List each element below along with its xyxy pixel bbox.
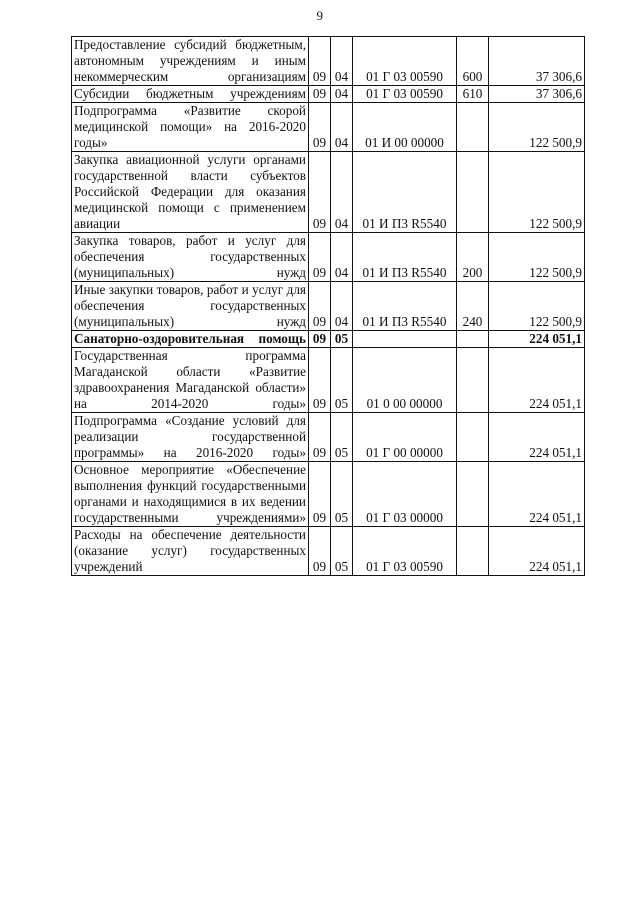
expense-type-cell: 240 bbox=[457, 282, 489, 331]
subsection-code-cell: 05 bbox=[331, 527, 353, 576]
expense-type-cell: 600 bbox=[457, 37, 489, 86]
row-name-cell: Подпрограмма «Развитие скорой медицинской помощи» на 2016-2020 годы» bbox=[72, 103, 309, 152]
amount-cell: 122 500,9 bbox=[489, 233, 585, 282]
expense-type-cell bbox=[457, 527, 489, 576]
target-article-cell bbox=[353, 331, 457, 348]
amount-cell: 224 051,1 bbox=[489, 348, 585, 413]
subsection-code-cell: 04 bbox=[331, 86, 353, 103]
section-code-cell: 09 bbox=[309, 527, 331, 576]
row-name-cell: Санаторно-оздоровительная помощь bbox=[72, 331, 309, 348]
subsection-code-cell: 05 bbox=[331, 348, 353, 413]
section-code-cell: 09 bbox=[309, 331, 331, 348]
subsection-code-cell: 04 bbox=[331, 103, 353, 152]
budget-table-body bbox=[72, 37, 585, 576]
target-article-cell: 01 И П3 R5540 bbox=[353, 152, 457, 233]
amount-cell: 122 500,9 bbox=[489, 103, 585, 152]
row-name-cell: Субсидии бюджетным учреждениям bbox=[72, 86, 309, 103]
table-row bbox=[72, 233, 585, 282]
section-code-cell: 09 bbox=[309, 462, 331, 527]
amount-cell: 224 051,1 bbox=[489, 331, 585, 348]
target-article-cell: 01 И 00 00000 bbox=[353, 103, 457, 152]
table-row bbox=[72, 348, 585, 413]
target-article-cell: 01 И П3 R5540 bbox=[353, 233, 457, 282]
subsection-code-cell: 05 bbox=[331, 413, 353, 462]
expense-type-cell bbox=[457, 103, 489, 152]
table-row bbox=[72, 527, 585, 576]
subsection-code-cell: 05 bbox=[331, 331, 353, 348]
table-row bbox=[72, 413, 585, 462]
amount-cell: 37 306,6 bbox=[489, 86, 585, 103]
subsection-code-cell: 04 bbox=[331, 37, 353, 86]
row-name-cell: Закупка товаров, работ и услуг для обеспечения государственных (муниципальных) нужд bbox=[72, 233, 309, 282]
table-row bbox=[72, 37, 585, 86]
table-row bbox=[72, 152, 585, 233]
target-article-cell: 01 Г 03 00000 bbox=[353, 462, 457, 527]
subsection-code-cell: 04 bbox=[331, 152, 353, 233]
subsection-code-cell: 04 bbox=[331, 282, 353, 331]
section-code-cell: 09 bbox=[309, 233, 331, 282]
amount-cell: 224 051,1 bbox=[489, 462, 585, 527]
row-name-cell: Расходы на обеспечение деятельности (оказание услуг) государственных учреждений bbox=[72, 527, 309, 576]
section-code-cell: 09 bbox=[309, 37, 331, 86]
expense-type-cell bbox=[457, 462, 489, 527]
target-article-cell: 01 И П3 R5540 bbox=[353, 282, 457, 331]
section-code-cell: 09 bbox=[309, 86, 331, 103]
amount-cell: 224 051,1 bbox=[489, 527, 585, 576]
section-code-cell: 09 bbox=[309, 103, 331, 152]
row-name-cell: Основное мероприятие «Обеспечение выполнения функций государственными органами и находящимися в их ведении государственными учреждениями» bbox=[72, 462, 309, 527]
amount-cell: 224 051,1 bbox=[489, 413, 585, 462]
row-name-cell: Государственная программа Магаданской области «Развитие здравоохранения Магаданской области» на 2014-2020 годы» bbox=[72, 348, 309, 413]
target-article-cell: 01 0 00 00000 bbox=[353, 348, 457, 413]
table-row bbox=[72, 462, 585, 527]
table-row bbox=[72, 103, 585, 152]
target-article-cell: 01 Г 00 00000 bbox=[353, 413, 457, 462]
table-row bbox=[72, 282, 585, 331]
expense-type-cell bbox=[457, 331, 489, 348]
expense-type-cell bbox=[457, 152, 489, 233]
subsection-code-cell: 05 bbox=[331, 462, 353, 527]
section-code-cell: 09 bbox=[309, 152, 331, 233]
row-name-cell: Предоставление субсидий бюджетным, автономным учреждениям и иным некоммерческим организациям bbox=[72, 37, 309, 86]
section-code-cell: 09 bbox=[309, 413, 331, 462]
expense-type-cell bbox=[457, 348, 489, 413]
section-code-cell: 09 bbox=[309, 282, 331, 331]
row-name-cell: Иные закупки товаров, работ и услуг для обеспечения государственных (муниципальных) нужд bbox=[72, 282, 309, 331]
target-article-cell: 01 Г 03 00590 bbox=[353, 527, 457, 576]
subsection-code-cell: 04 bbox=[331, 233, 353, 282]
amount-cell: 122 500,9 bbox=[489, 282, 585, 331]
amount-cell: 122 500,9 bbox=[489, 152, 585, 233]
target-article-cell: 01 Г 03 00590 bbox=[353, 86, 457, 103]
amount-cell: 37 306,6 bbox=[489, 37, 585, 86]
budget-table bbox=[71, 36, 585, 576]
section-code-cell: 09 bbox=[309, 348, 331, 413]
table-row bbox=[72, 331, 585, 348]
page-number: 9 bbox=[316, 8, 324, 23]
target-article-cell: 01 Г 03 00590 bbox=[353, 37, 457, 86]
expense-type-cell: 610 bbox=[457, 86, 489, 103]
expense-type-cell bbox=[457, 413, 489, 462]
table-row bbox=[72, 86, 585, 103]
expense-type-cell: 200 bbox=[457, 233, 489, 282]
row-name-cell: Подпрограмма «Создание условий для реализации государственной программы» на 2016-2020 годы» bbox=[72, 413, 309, 462]
row-name-cell: Закупка авиационной услуги органами государственной власти субъектов Российской Федерации для оказания медицинской помощи с применением авиации bbox=[72, 152, 309, 233]
